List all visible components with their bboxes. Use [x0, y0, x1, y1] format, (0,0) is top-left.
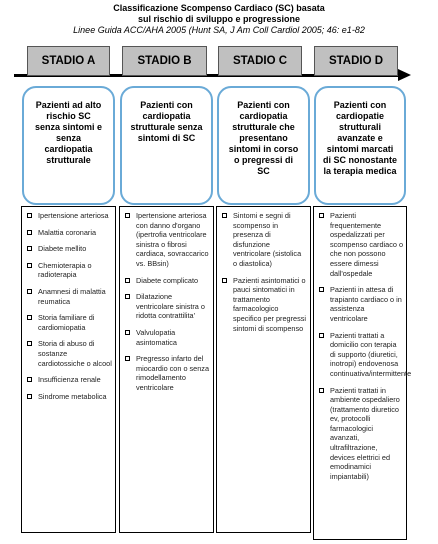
stage-d-box — [314, 46, 398, 76]
list-item: Pazienti in attesa di trapianto cardiaco o in assistenza ventricolare — [317, 285, 403, 323]
list-item: Diabete mellito — [25, 244, 112, 254]
stage-c-label: STADIO C — [232, 55, 288, 67]
list-item: Pazienti frequentemente ospedalizzati per scompenso cardiaco o che non possono essere dimessi dall'ospedale — [317, 211, 403, 278]
stage-a-box — [27, 46, 110, 76]
stage-b-label: STADIO B — [137, 55, 192, 67]
list-item: Insufficienza renale — [25, 375, 112, 385]
diagram-title-line2: sul rischio di sviluppo e progressione — [137, 14, 301, 24]
stage-c-box — [218, 46, 302, 76]
diagram-subtitle: Linee Guida ACC/AHA 2005 (Hunt SA, J Am Coll Cardiol 2005; 46: e1-82 — [73, 25, 365, 35]
stage-a-label: STADIO A — [41, 55, 96, 67]
stage-d-description-box — [314, 86, 406, 205]
stage-a-description-box — [22, 86, 115, 205]
stage-b-box — [122, 46, 207, 76]
list-item: Sintomi e segni di scompenso in presenza di disfunzione ventricolare (sistolica o diastolica) — [220, 211, 307, 269]
stage-a-description: Pazienti ad alto rischio SC senza sintomi e senza cardiopatia strutturale — [34, 100, 103, 165]
list-item: Storia familiare di cardiomiopatia — [25, 313, 112, 332]
list-item: Ipertensione arteriosa — [25, 211, 112, 221]
stage-b-conditions — [119, 206, 214, 533]
list-item: Valvulopatia asintomatica — [123, 328, 210, 347]
stage-c-description-box — [217, 86, 310, 205]
list-item: Pazienti trattati in ambiente ospedaliero (trattamento diuretico ev, protocolli farmacologici avanzati, ultrafiltrazione, devices elettrici ed emodinamici impiantabili) — [317, 386, 403, 482]
stage-c-description: Pazienti con cardiopatia strutturale che presentano sintomi in corso o pregressi di SC — [228, 100, 299, 176]
list-item: Pregresso infarto del miocardio con o senza rimodellamento ventricolare — [123, 354, 210, 392]
list-item: Sindrome metabolica — [25, 392, 112, 402]
list-item: Pazienti trattati a domicilio con terapia di supporto (diuretici, inotropi) endovenosa continuativa/intermittente — [317, 331, 403, 379]
list-item: Ipertensione arteriosa con danno d'organo (ipertrofia ventricolare sinistra o fibrosi cardiaca, sovraccarico vs. BBsin) — [123, 211, 210, 269]
list-item: Storia di abuso di sostanze cardiotossiche o alcool — [25, 339, 112, 368]
stage-d-label: STADIO D — [328, 55, 384, 67]
stage-b-description-box — [120, 86, 213, 205]
list-item: Dilatazione ventricolare sinistra o ridotta contrattilita' — [123, 292, 210, 321]
list-item: Pazienti asintomatici o pauci sintomatici in trattamento farmacologico specifico per pregressi sintomi di scompenso — [220, 276, 307, 334]
list-item: Anamnesi di malattia reumatica — [25, 287, 112, 306]
diagram-title-line1: Classificazione Scompenso Cardiaco (SC) basata — [113, 3, 325, 13]
stage-d-description: Pazienti con cardiopatie strutturali avanzate e sintomi marcati di SC nonostante la terapia medica — [323, 100, 397, 176]
list-item: Diabete complicato — [123, 276, 210, 286]
list-item: Chemioterapia o radioterapia — [25, 261, 112, 280]
stage-a-conditions — [21, 206, 116, 533]
stage-c-conditions — [216, 206, 311, 533]
stage-b-description: Pazienti con cardiopatia strutturale senza sintomi di SC — [130, 100, 203, 143]
list-item: Malattia coronaria — [25, 228, 112, 238]
stage-d-conditions — [313, 206, 412, 540]
